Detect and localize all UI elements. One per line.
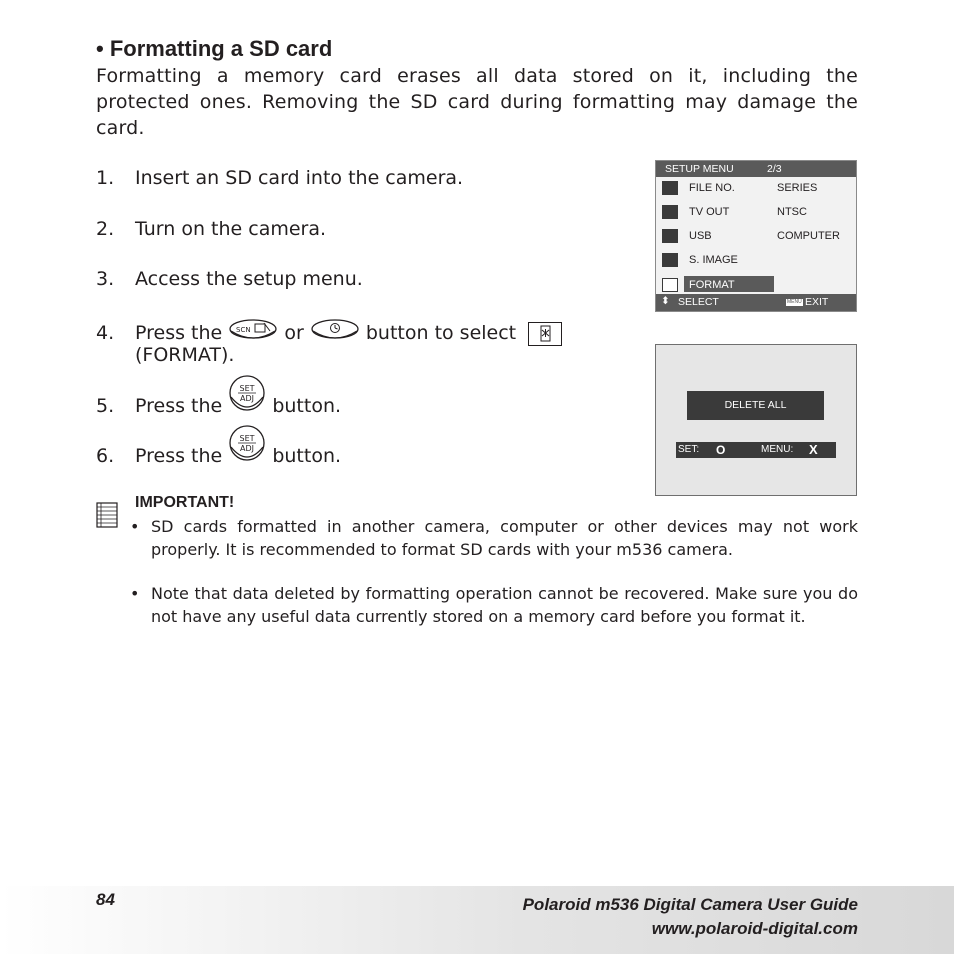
step-text-format: (FORMAT). <box>135 344 235 366</box>
step-text: Press the <box>135 445 223 467</box>
format-icon <box>662 278 678 292</box>
svg-text:SET: SET <box>239 434 255 443</box>
step-text-select: button to select <box>365 322 517 344</box>
setup-row-value: SERIES <box>777 182 818 194</box>
step-text: Press the <box>135 395 223 417</box>
step-text-button: button. <box>272 395 342 417</box>
bullet-text: Note that data deleted by formatting operation cannot be recovered. Make sure you do not have any useful data currently stored on a memory card before you format it. <box>151 584 858 626</box>
step-text: Access the setup menu. <box>135 268 363 290</box>
section-heading: • Formatting a SD card <box>96 36 333 61</box>
setup-row-tv-out <box>656 203 856 221</box>
step-4-line-2 <box>96 342 234 368</box>
step-3 <box>96 266 363 292</box>
startup-image-icon <box>662 253 678 267</box>
scn-button-icon <box>228 317 278 350</box>
delete-all-screen <box>655 344 857 496</box>
file-no-icon <box>662 181 678 195</box>
svg-text:ADJ: ADJ <box>240 444 255 453</box>
guide-title: Polaroid m536 Digital Camera User Guide <box>522 895 858 914</box>
important-title: IMPORTANT! <box>135 494 235 511</box>
bullet-icon: • <box>130 517 140 536</box>
setup-row-usb <box>656 227 856 245</box>
setup-menu-footer <box>656 294 856 311</box>
setup-row-value: NTSC <box>777 206 807 218</box>
important-bullet-1 <box>130 516 858 561</box>
circle-icon: O <box>716 443 726 457</box>
step-number: 6. <box>96 445 115 467</box>
step-text-or: or <box>284 322 304 344</box>
footer-select-label: SELECT <box>678 296 719 308</box>
setup-row-s-image <box>656 251 856 269</box>
footer-exit-label: EXIT <box>805 296 829 308</box>
website-url: www.polaroid-digital.com <box>651 919 858 938</box>
delete-all-button: DELETE ALL <box>687 391 824 420</box>
step-1 <box>96 165 463 191</box>
step-6 <box>96 434 342 470</box>
intro-paragraph: Formatting a memory card erases all data stored on it, including the protected ones. Removing the SD card during formatting may damage the card. <box>96 65 858 139</box>
menu-tag-icon: MENU <box>787 299 802 305</box>
tv-out-icon <box>662 205 678 219</box>
format-icon <box>528 322 562 346</box>
step-text: Press the <box>135 322 223 344</box>
svg-text:ADJ: ADJ <box>240 394 255 403</box>
footer-guide-info <box>523 893 858 941</box>
step-2 <box>96 216 326 242</box>
setup-row-label: TV OUT <box>689 206 730 218</box>
notepad-icon <box>96 502 118 528</box>
setup-row-label: S. IMAGE <box>689 254 738 266</box>
setup-menu-screen <box>655 160 857 312</box>
page-number: 84 <box>96 890 115 909</box>
step-text-button: button. <box>272 445 342 467</box>
bullet-text: SD cards formatted in another camera, computer or other devices may not work properly. It is recommended to format SD cards with your m536 camera. <box>151 517 858 559</box>
usb-icon <box>662 229 678 243</box>
bullet-icon: • <box>130 584 140 603</box>
setup-menu-title: SETUP MENU <box>665 163 734 175</box>
setup-row-label: FILE NO. <box>689 182 735 194</box>
set-menu-bar <box>676 442 836 458</box>
step-number: 3. <box>96 268 115 290</box>
menu-label: MENU: <box>761 444 794 455</box>
svg-text:SCN: SCN <box>236 326 251 334</box>
step-number: 5. <box>96 395 115 417</box>
setup-menu-header <box>656 161 856 177</box>
setup-row-label: USB <box>689 230 712 242</box>
setup-row-label: FORMAT <box>689 279 735 291</box>
setup-row-value: COMPUTER <box>777 230 840 242</box>
step-text: Insert an SD card into the camera. <box>135 167 464 189</box>
setup-row-file-no <box>656 179 856 197</box>
set-adj-button-icon <box>228 384 266 420</box>
x-icon: X <box>809 442 818 457</box>
up-down-arrow-icon: ⬍ <box>661 295 670 307</box>
setup-menu-page: 2/3 <box>767 163 782 175</box>
step-text: Turn on the camera. <box>135 218 327 240</box>
setup-row-format <box>656 276 856 294</box>
step-number: 1. <box>96 167 115 189</box>
step-5 <box>96 384 342 420</box>
set-label: SET: <box>678 444 700 455</box>
set-adj-button-icon <box>228 434 266 470</box>
important-bullet-2 <box>130 583 858 628</box>
self-timer-button-icon <box>310 317 360 350</box>
svg-text:SET: SET <box>239 384 255 393</box>
step-number: 4. <box>96 322 115 344</box>
step-number: 2. <box>96 218 115 240</box>
